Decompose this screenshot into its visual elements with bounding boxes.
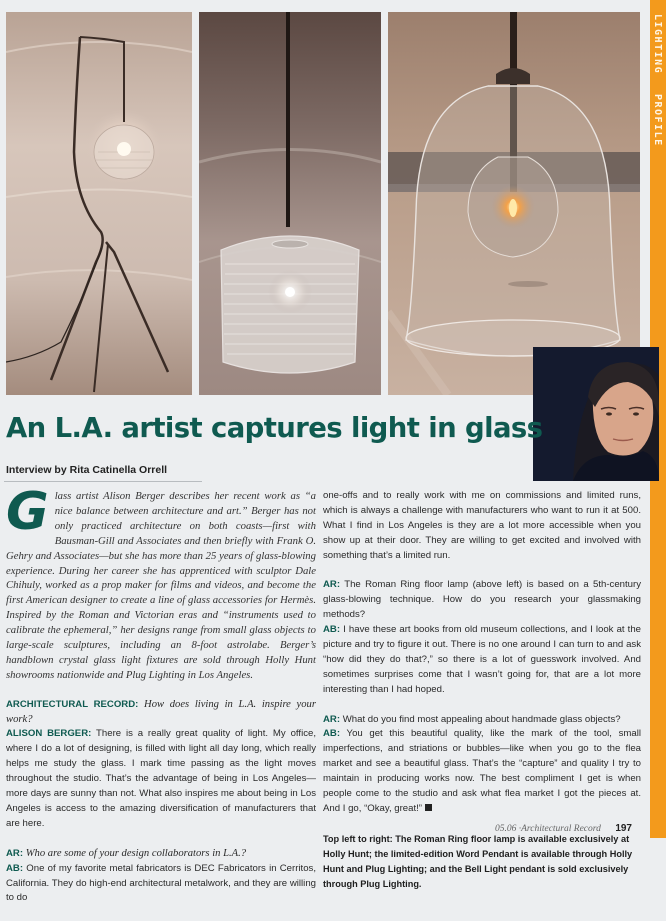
pendant-photo-icon: [199, 12, 381, 395]
page-footer: [480, 818, 632, 836]
question-text: What do you find most appealing about handmade glass objects?: [342, 713, 621, 725]
question-label: ARCHITECTURAL RECORD:: [6, 698, 139, 710]
answer-label: AB:: [6, 862, 24, 874]
intro-paragraph: [6, 482, 316, 683]
portrait-photo-icon: [533, 347, 659, 481]
answer-text: There is a really great quality of light. My office, where I do a lot of designing, is filled with light all day long, which really helps me study the glass. I mark time passing as the light moves throughout the studio. That’s the advantage of being in Los Angeles—more days are sunny than not. What also inspires me about being in Los Angeles is access to the amazing diversification of manufacturers that are here.: [6, 728, 316, 829]
question-text: How does living in L.A. inspire your work?: [6, 698, 316, 725]
answer-text: I have these art books from old museum collections, and I look at the picture and try to figure it out. There is no one around I can turn to and ask “how did they do that?,” so there is a lot of guesswork involved. And sometimes surprises come that I wasn’t going for, that are a lot more interesting than I had hoped.: [323, 624, 642, 695]
author-portrait: [533, 347, 659, 481]
drop-cap: G: [6, 482, 49, 542]
answer-continued: one-offs and to really work with me on commissions and limited runs, which is always a challenge with manufacturers who want to run it at 500. What I find in Los Angeles is they are a lot more accessible when you show up at their door. They are willing to get excited and involved with something that’s a limited run.: [323, 490, 641, 561]
floor-lamp-photo: [6, 12, 192, 395]
article-headline: An L.A. artist captures light in glass: [6, 412, 543, 444]
column-left: [6, 482, 317, 921]
intro-text: lass artist Alison Berger describes her recent work as “a nice balance between architecture and art.” Berger has not only practiced architecture on both coasts—first with Bausman-Gill and Associates and then briefly with Frank O. Gehry and Associates—but she has more than 25 years of glass-blowing experience. During her career she has apprenticed with sculptor Dale Chihuly, worked as a prop maker for films and videos, and become the first American designer to create a line of glass accessories for Hermès. Inspired by the Roman and Victorian eras and “instruments used to calibrate the ephemeral,” her designs range from small glass objects to large-scale sculptures, including an 8-foot astrolabe. Berger’s handblown crystal glass light fixtures are sold through Holly Hunt showrooms nationwide and Plug Lighting in Los Angeles.: [6, 490, 316, 681]
qa-block: [323, 578, 641, 697]
question-text: Who are some of your design collaborators in L.A.?: [25, 847, 247, 859]
section-label-word: PROFILE: [652, 93, 663, 147]
issue-label: 05.06 ·Architectural Record: [494, 824, 601, 834]
answer-text: You get this beautiful quality, like the mark of the tool, small imperfections, and striations or bubbles—like when you go to the flea market and see a beautiful glass. That’s the “capture” and quality I try to maintain in producing works now. The best compliment I get is when people come to the studio and ask what flea market I got the pieces at. And I go, “Okay, great!”: [323, 728, 642, 814]
bell-light-photo: [388, 12, 640, 395]
answer-text: One of my favorite metal fabricators is DEC Fabricators in Cerritos, California. They do high-end architectural metalwork, and they are willing to do: [6, 862, 317, 904]
word-pendant-photo: [199, 12, 381, 395]
bell-pendant-photo-icon: [388, 12, 640, 395]
qa-block: [323, 713, 641, 817]
photo-caption: Top left to right: The Roman Ring floor lamp is available exclusively at Holly Hunt; the limited-edition Word Pendant is available through Holly Hunt and Plug Lighting; and the Bell Light pendant is sold exclusively through Plug Lighting.: [323, 833, 633, 889]
section-label: [652, 14, 663, 146]
answer-label: ALISON BERGER:: [6, 728, 92, 740]
question-label: AR:: [6, 847, 24, 859]
question-text: The Roman Ring floor lamp (above left) is based on a 5th-century glass-blowing technique. How do you research your glassmaking methods?: [323, 579, 641, 621]
answer-label: AB:: [323, 728, 341, 740]
question-label: AR:: [323, 713, 341, 725]
qa-block: [6, 847, 316, 907]
section-label-word: LIGHTING: [652, 14, 663, 75]
answer-label: AB:: [323, 624, 341, 636]
floor-lamp-photo-icon: [6, 12, 192, 395]
question-label: AR:: [323, 579, 341, 591]
end-of-article-icon: [425, 804, 432, 811]
page-number: 197: [615, 823, 632, 834]
column-right: [323, 489, 641, 907]
qa-block: [6, 698, 316, 832]
byline: Interview by Rita Catinella Orrell: [6, 464, 168, 476]
